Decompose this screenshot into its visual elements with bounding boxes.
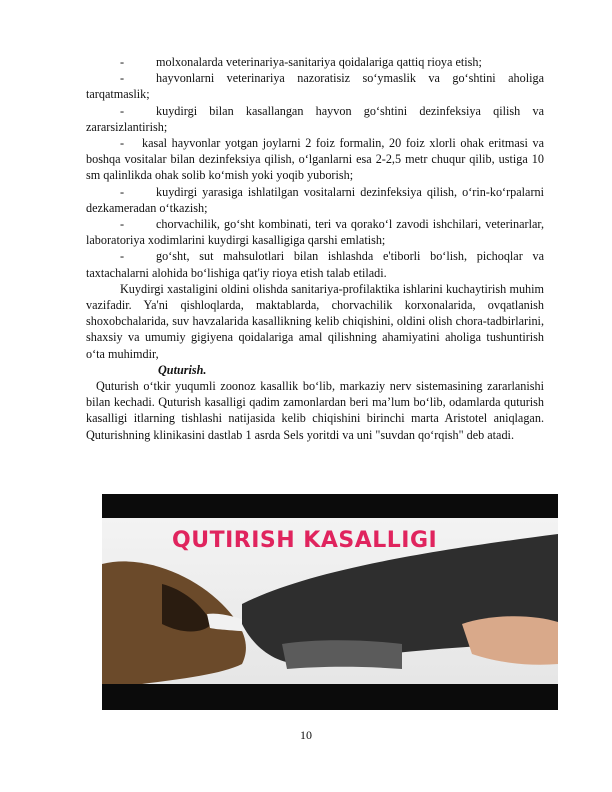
banner-title: QUTIRISH KASALLIGI xyxy=(172,528,438,553)
bullet-4: - kasal hayvonlar yotgan joylarni 2 foiz formalin, 20 foiz xlorli ohak eritmasi va boshqa vositalar bilan dezinfeksiya qilish, o‘lganlarni esa 2-2,5 metr chuqur qilib, ustiga 10 sm qalinlikda ohak solib ko‘mish yoki yoqib yuborish; xyxy=(86,136,544,183)
bullet-1: - molxonalarda veterinariya-sanitariya qoidalariga qattiq rioya etish; xyxy=(120,55,482,69)
rabies-illustration xyxy=(102,494,558,710)
bullet-2: - hayvonlarni veterinariya nazoratisiz so‘ymaslik va go‘shtini aholiga tarqatmaslik; xyxy=(86,71,544,102)
section-heading: Quturish. xyxy=(158,362,207,377)
dog-bite-icon xyxy=(102,494,558,710)
bullet-5: - kuydirgi yarasiga ishlatilgan vositalarni dezinfeksiya qilish, o‘rin-ko‘rpalarni dezkameradan o‘tkazish; xyxy=(86,184,544,215)
document-body xyxy=(86,54,544,443)
bullet-7: - go‘sht, sut mahsulotlari bilan ishlashda e'tiborli bo‘lish, pichoqlar va taxtachalarni alohida bo‘lishiga qat'iy rioya etish talab etiladi. xyxy=(86,249,544,280)
bullet-6: - chorvachilik, go‘sht kombinati, teri va qorako‘l zavodi ishchilari, veterinarlar, laboratoriya xodimlarini kuydirgi kasalligiga qarshi emlatish; xyxy=(86,217,544,248)
bullet-3: - kuydirgi bilan kasallangan hayvon go‘shtini dezinfeksiya qilish va zararsizlantirish; xyxy=(86,103,544,134)
paragraph-rabies: Quturish o‘tkir yuqumli zoonoz kasallik bo‘lib, markaziy nerv sistemasining zararlanishi bilan kechadi. Quturish kasalligi qadim zamonlardan beri ma’lum bo‘lib, odamlarda quturish kasalligi itlarning tishlashi natijasida kelib chiqishini birinchi marta Aristotel aniqlagan. Quturishning klinikasini dastlab 1 asrda Sels yoritdi va uni "suvdan qo‘rqish" deb atadi. xyxy=(86,379,544,442)
paragraph-prevention: Kuydirgi xastaligini oldini olishda sanitariya-profilaktika ishlarini kuchaytirish muhim vazifadir. Ya'ni qishloqlarda, maktablarda, chorvachilik korxonalarida, ovqatlanish shoxobchalarida, suv havzalarida kasallikning kelib chiqishini, oldini olish chora-tadbirlarini, shaxsiy va umumiy gigiyena qoidalariga amal qilishning ahamiyatini aholiga tushuntirish o‘ta muhimdir, xyxy=(86,281,544,361)
page-number: 10 xyxy=(300,728,312,742)
